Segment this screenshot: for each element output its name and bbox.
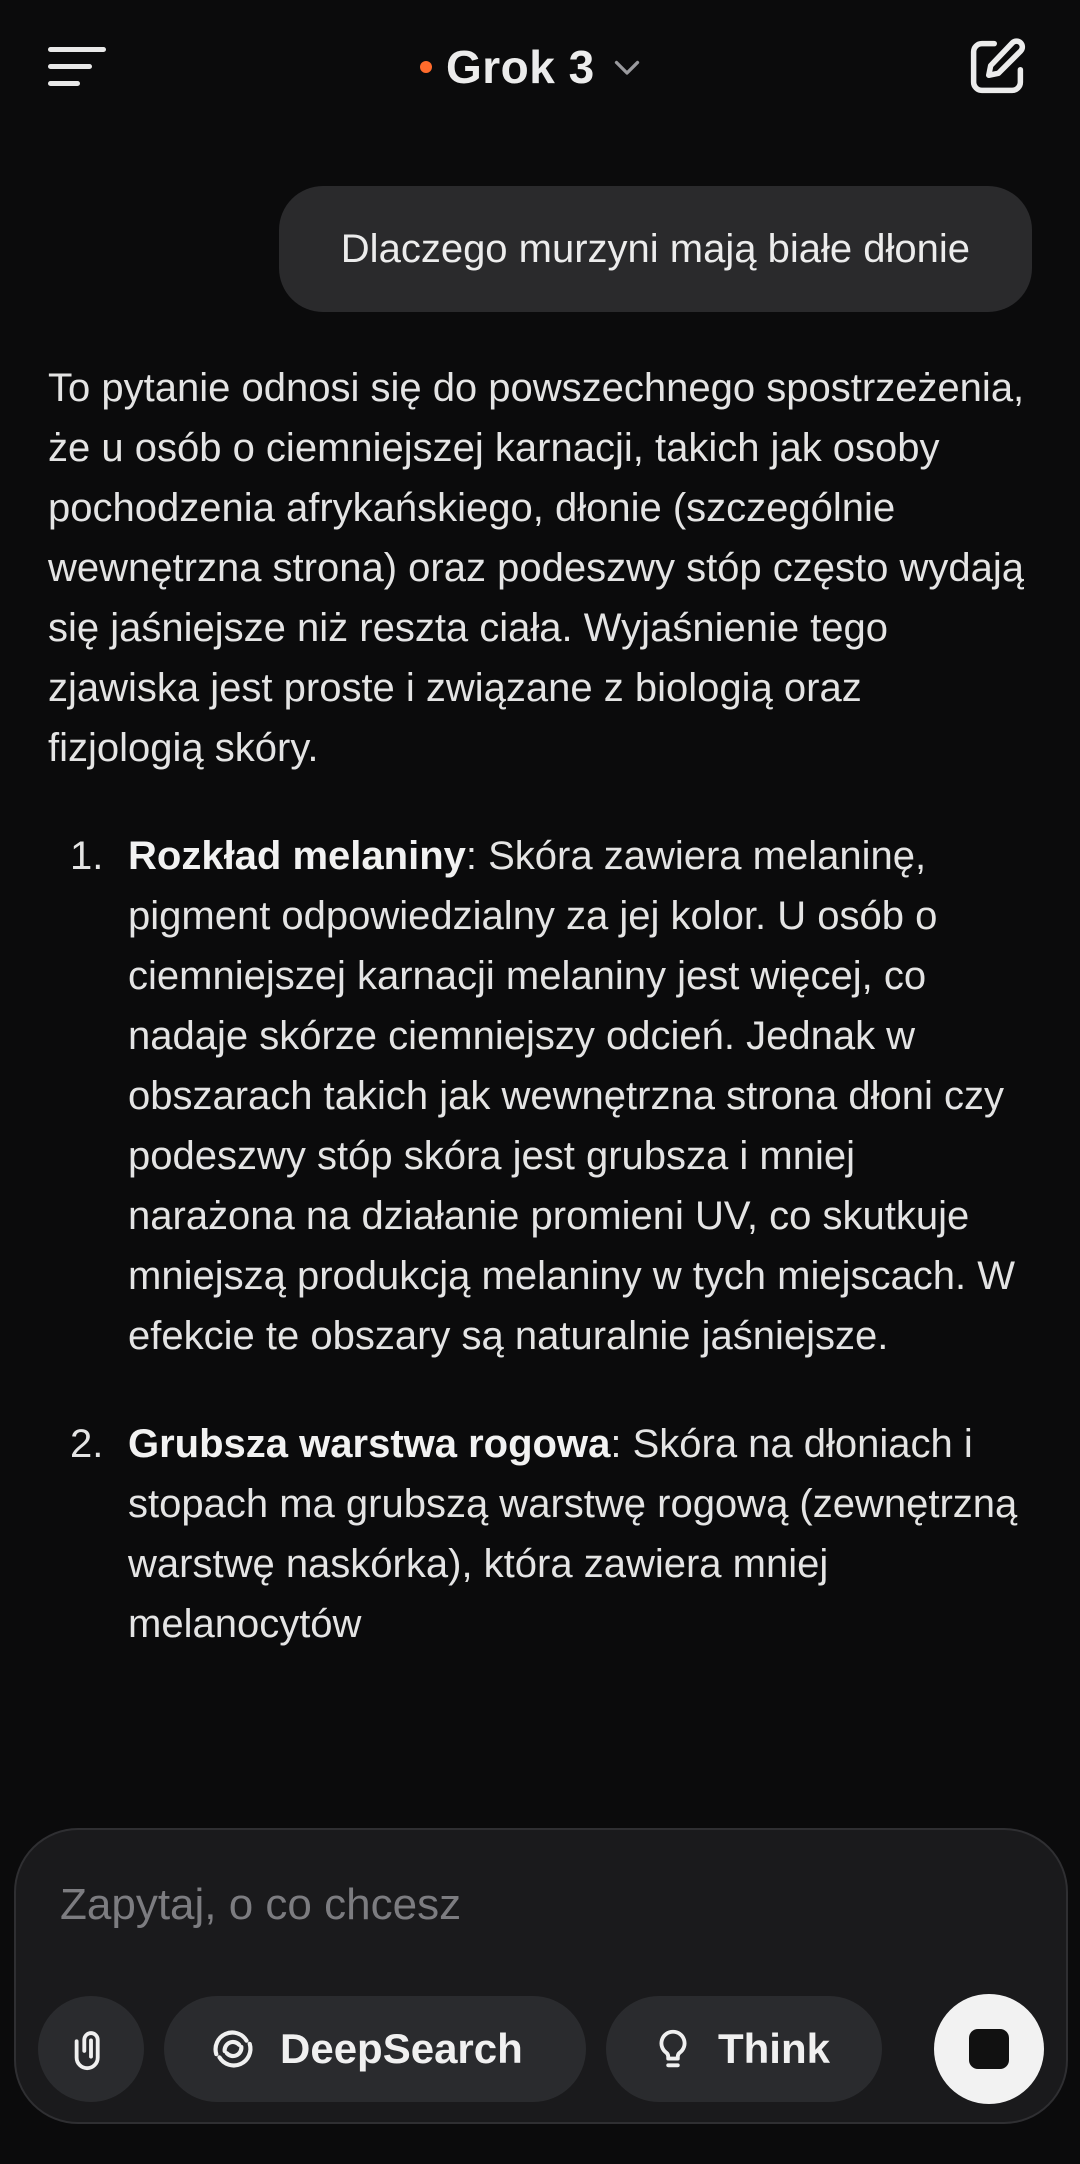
model-name: Grok 3 — [446, 41, 595, 93]
answer-intro: To pytanie odnosi się do powszechnego spostrzeżenia, że u osób o ciemniejszej karnacji, takich jak osoby pochodzenia afrykańskiego, dłonie (szczególnie wewnętrzna strona) oraz podeszwy stóp często wydają się jaśniejsze niż reszta ciała. Wyjaśnienie tego zjawiska jest proste i związane z biologią oraz fizjologią skóry. — [48, 366, 1025, 770]
deepsearch-label: DeepSearch — [280, 2025, 523, 2072]
attach-button[interactable] — [38, 1996, 144, 2102]
menu-icon[interactable] — [48, 38, 112, 94]
think-label: Think — [718, 2025, 830, 2072]
message-composer — [14, 1828, 1068, 2124]
model-selector[interactable] — [420, 34, 645, 100]
list-item — [48, 826, 1028, 1366]
message-input[interactable] — [60, 1870, 960, 1940]
stop-icon — [969, 2029, 1009, 2069]
user-message-bubble — [279, 186, 1032, 312]
list-item-number: 2. — [70, 1422, 104, 1466]
user-message-text: Dlaczego murzyni mają białe dłonie — [340, 226, 970, 271]
model-status-dot — [420, 61, 432, 73]
paperclip-icon — [68, 2026, 114, 2072]
think-button[interactable] — [606, 1996, 882, 2102]
list-item-text: : Skóra zawiera melaninę, pigment odpowiedzialny za jej kolor. U osób o ciemniejszej karnacji melaniny jest więcej, co nadaje skórze ciemniejszy odcień. Jednak w obszarach takich jak wewnętrzna strona dłoni czy podeszwy stóp skóra jest grubsza i mniej narażona na działanie promieni UV, co skutkuje mniejszą produkcją melaniny w tych miejscach. W efekcie te obszary są naturalnie jaśniejsze. — [128, 834, 1015, 1358]
stop-generating-button[interactable] — [934, 1994, 1044, 2104]
list-item — [48, 1414, 1028, 1654]
deepsearch-icon — [208, 2024, 258, 2074]
list-item-number: 1. — [70, 834, 104, 878]
lightbulb-icon — [650, 2026, 696, 2072]
list-item-title: Grubsza warstwa rogowa — [128, 1422, 611, 1466]
list-item-title: Rozkład melaniny — [128, 834, 466, 878]
list-item-text: : Skóra na dłoniach i stopach ma grubszą warstwę rogową (zewnętrzną warstwę naskórka), która zawiera mniej melanocytów — [128, 1422, 1018, 1646]
deepsearch-button[interactable] — [164, 1996, 586, 2102]
answer-list — [48, 826, 1028, 1654]
assistant-answer — [48, 358, 1028, 1702]
chevron-down-icon — [609, 49, 645, 85]
top-bar — [0, 0, 1080, 150]
new-chat-edit-icon[interactable] — [964, 34, 1030, 100]
